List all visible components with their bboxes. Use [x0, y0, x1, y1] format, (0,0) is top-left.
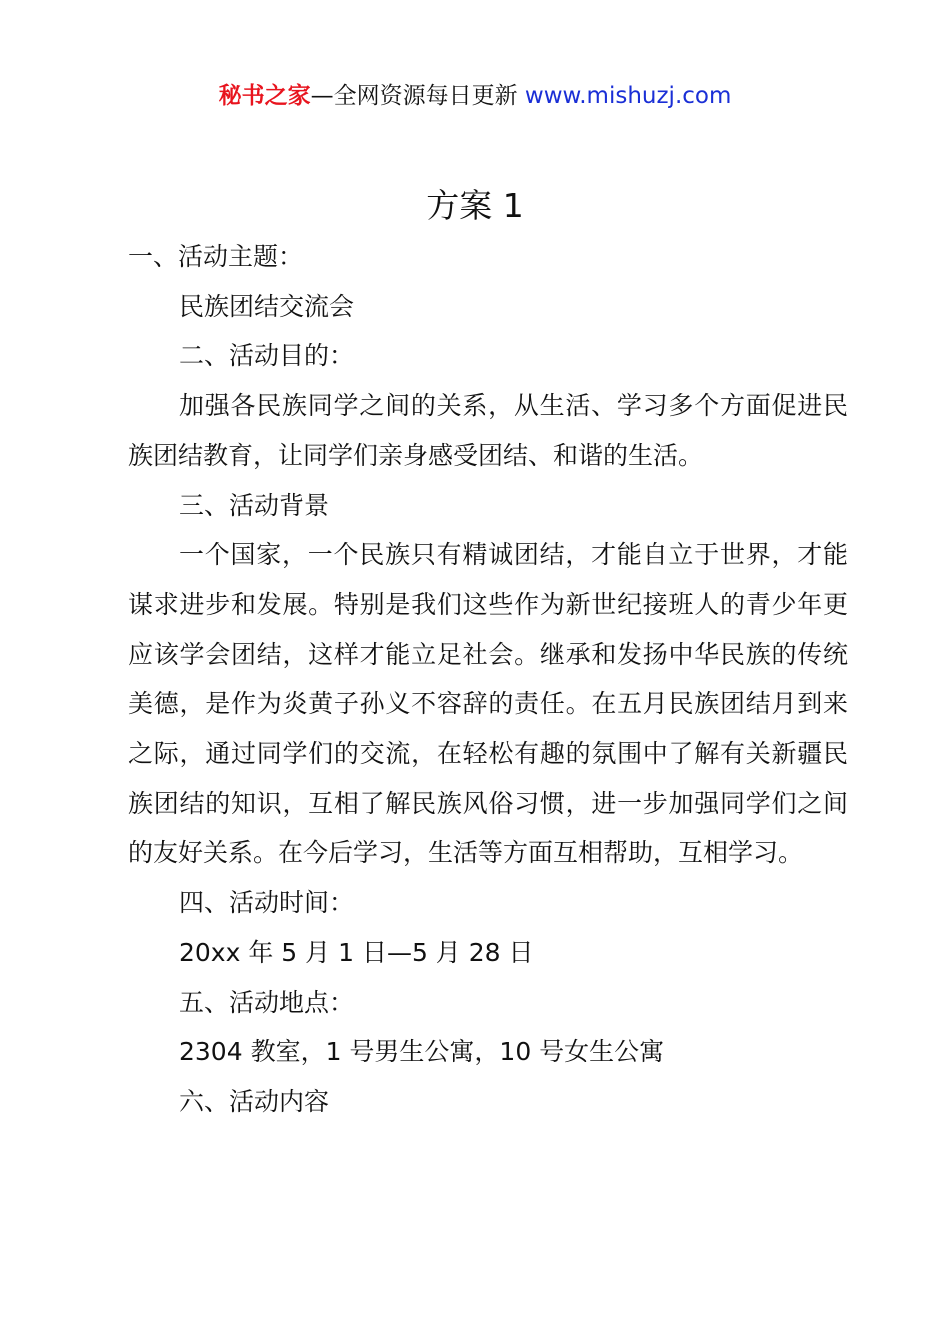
section-heading-theme: 一、活动主题： — [128, 242, 304, 271]
location-text: 2304 教室，1 号男生公寓，10 号女生公寓 — [179, 1037, 665, 1067]
section-heading-content: 六、活动内容 — [179, 1086, 330, 1116]
section-heading-time: 四、活动时间： — [179, 888, 355, 918]
time-text: 20xx 年 5 月 1 日—5 月 28 日 — [179, 937, 534, 967]
brand-name: 秘书之家 — [218, 83, 311, 109]
document-body — [128, 232, 848, 1127]
website-link[interactable]: www.mishuzj.com — [524, 83, 732, 109]
section-heading-purpose: 二、活动目的： — [179, 341, 355, 371]
header-slogan: —全网资源每日更新 — [310, 83, 518, 109]
background-paragraph: 一个国家，一个民族只有精诚团结，才能自立于世界，才能谋求进步和发展。特别是我们这些作为新世纪接班人的青少年更应该学会团结，这样才能立足社会。继承和发扬中华民族的传统美德，是作为炎黄子孙义不容辞的责任。在五月民族团结月到来之际，通过同学们的交流，在轻松有趣的氛围中了解有关新疆民族团结的知识，互相了解民族风俗习惯，进一步加强同学们之间的友好关系。在今后学习，生活等方面互相帮助，互相学习。 — [128, 540, 848, 868]
theme-text: 民族团结交流会 — [179, 291, 355, 321]
section-heading-location: 五、活动地点： — [179, 987, 355, 1017]
section-heading-background: 三、活动背景 — [179, 490, 330, 520]
purpose-paragraph: 加强各民族同学之间的关系，从生活、学习多个方面促进民族团结教育，让同学们亲身感受团结、和谐的生活。 — [128, 391, 848, 470]
site-header — [0, 80, 950, 112]
document-title: 方案 1 — [426, 186, 524, 225]
